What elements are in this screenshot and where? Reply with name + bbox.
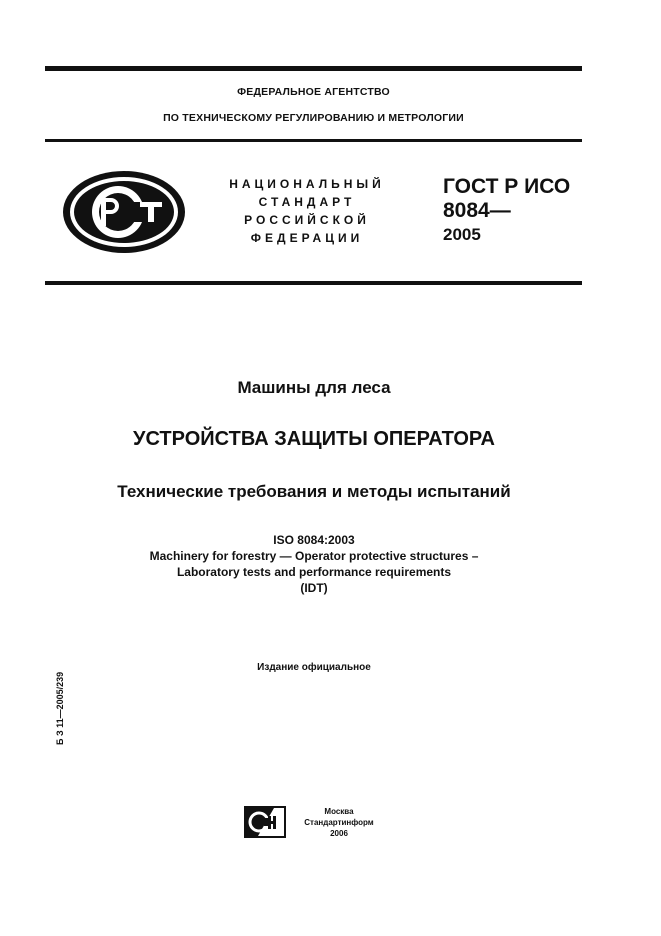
- document-subtitle: Технические требования и методы испытаний: [117, 482, 511, 501]
- publisher-block: [296, 806, 382, 839]
- header-bottom-rule: [45, 281, 582, 285]
- iso-title-line1: Machinery for forestry — Operator protective structures –: [149, 549, 479, 563]
- publisher-city: Москва: [324, 807, 354, 816]
- iso-reference: [0, 532, 628, 596]
- edition-label: Издание официальное: [257, 662, 371, 673]
- publisher-name: Стандартинформ: [304, 818, 374, 827]
- publisher-year: 2006: [330, 829, 348, 838]
- document-title-main: Машины для леса: [237, 378, 391, 397]
- designation-line1: ГОСТ Р ИСО: [443, 175, 571, 198]
- standartinform-logo-icon: [244, 806, 286, 838]
- national-standard-block: [212, 175, 402, 247]
- iso-code: ISO 8084:2003: [273, 533, 355, 547]
- national-standard-line1: НАЦИОНАЛЬНЫЙ: [229, 177, 385, 191]
- designation-year: 2005: [443, 225, 481, 244]
- national-standard-line4: ФЕДЕРАЦИИ: [250, 231, 364, 245]
- national-standard-line2: СТАНДАРТ: [258, 195, 356, 209]
- document-title-subject: УСТРОЙСТВА ЗАЩИТЫ ОПЕРАТОРА: [133, 428, 495, 450]
- agency-name-line1: ФЕДЕРАЛЬНОЕ АГЕНТСТВО: [237, 86, 390, 98]
- iso-equivalence: (IDT): [300, 581, 328, 595]
- agency-name-line2: ПО ТЕХНИЧЕСКОМУ РЕГУЛИРОВАНИЮ И МЕТРОЛОГИИ: [163, 112, 464, 124]
- header-rule: [45, 139, 582, 142]
- designation-line2: 8084—: [443, 199, 511, 222]
- standard-designation: [443, 175, 570, 247]
- gost-r-certification-logo-icon: [60, 168, 188, 256]
- top-rule: [45, 66, 582, 71]
- side-code: Б З 11—2005/239: [55, 671, 65, 745]
- iso-title-line2: Laboratory tests and performance requirements: [176, 565, 452, 579]
- national-standard-line3: РОССИЙСКОЙ: [244, 213, 370, 227]
